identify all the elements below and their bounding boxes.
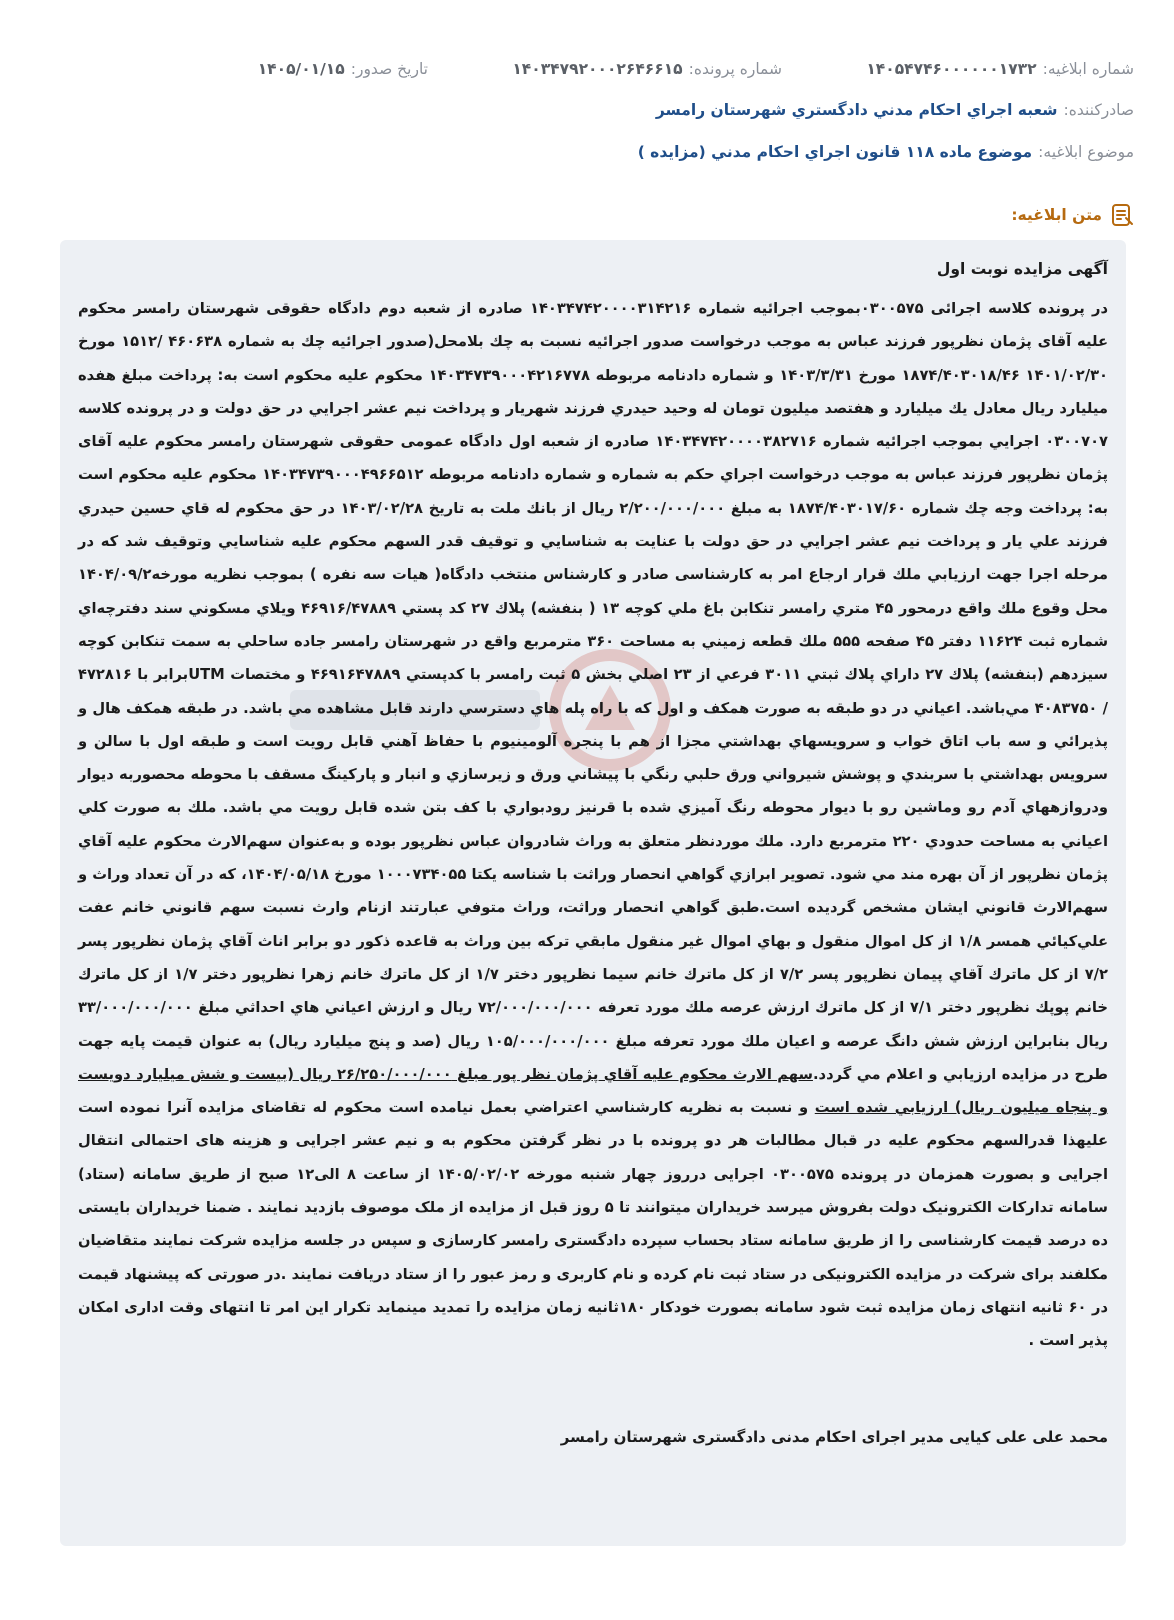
notice-content-box	[60, 240, 1126, 1546]
notice-paragraph	[78, 292, 1108, 1358]
notice-underlined-text: سهم الارث محكوم عليه آقاي پژمان نظر پور مبلغ ۲۶/۲۵۰/۰۰۰/۰۰۰ ريال (بيست و شش ميليارد دويست و پنجاه ميليون ريال) ارزيابي شده است	[78, 1065, 1108, 1117]
issuer-value: شعبه اجراي احكام مدني دادگستري شهرستان رامسر	[655, 101, 1058, 119]
meta-row-subject	[40, 137, 1134, 167]
notice-number-value: ۱۴۰۵۴۷۴۶۰۰۰۰۰۰۱۷۳۲	[866, 60, 1037, 78]
case-number-value: ۱۴۰۳۴۷۹۲۰۰۰۲۶۴۶۶۱۵	[512, 60, 683, 78]
notice-body-label: متن ابلاغیه:	[1011, 206, 1102, 224]
issue-date-field	[258, 54, 428, 84]
subject-label: موضوع ابلاغیه:	[1038, 143, 1134, 161]
notice-number-field	[866, 54, 1134, 84]
case-number-field	[512, 54, 782, 84]
issue-date-label: تاریخ صدور:	[350, 60, 428, 78]
subject-value: موضوع ماده ۱۱۸ قانون اجراي احكام مدني (مزايده )	[637, 143, 1033, 161]
issue-date-value: ۱۴۰۵/۰۱/۱۵	[257, 60, 345, 78]
notice-number-label: شماره ابلاغیه:	[1042, 60, 1134, 78]
meta-row-numbers	[40, 54, 1134, 84]
signature-line: محمد علی علی کیایی مدیر اجرای احکام مدنی دادگستری شهرستان رامسر	[560, 1428, 1108, 1446]
notice-heading: آگهی مزایده نوبت اول	[936, 260, 1108, 278]
notice-body-header	[1011, 199, 1134, 231]
issuer-label: صادرکننده:	[1063, 101, 1134, 119]
meta-row-issuer	[40, 95, 1134, 125]
notice-main-text: در پرونده کلاسه اجرائی ۰۳۰۰۵۷۵بموجب اجرائيه شماره ۱۴۰۳۴۷۴۲۰۰۰۰۳۱۴۲۱۶ صادره از شعبه دوم دادگاه حقوقی شهرستان رامسر محکوم علیه آقای پژمان نظرپور فرزند عباس به موجب درخواست صدور اجرائیه نسبت به چك بلامحل(صدور اجرائيه چك به شماره ۴۶۰۶۳۸ /۱۵۱۲ مورخ ۱۴۰۱/۰۲/۳۰ ۱۸۷۴/۴۰۳۰۱۸/۴۶ مورخ ۱۴۰۳/۳/۳۱ و شماره دادنامه مربوطه ۱۴۰۳۴۷۳۹۰۰۰۴۲۱۶۷۷۸ محکوم علیه محکوم است به: پرداخت مبلغ هفده ميليارد ريال معادل يك ميليارد و هفتصد ميليون تومان له وحيد حيدري فرزند شهريار و پرداخت نيم عشر اجرايي در حق دولت و در پرونده كلاسه ۰۳۰۰۷۰۷ اجرايي بموجب اجرائيه شماره ۱۴۰۳۴۷۴۲۰۰۰۰۳۸۲۷۱۶ صادره از شعبه اول دادگاه عمومی حقوقی شهرستان رامسر محکوم علیه آقای پژمان نظرپور فرزند عباس به موجب درخواست اجراي حكم به شماره و شماره دادنامه مربوطه ۱۴۰۳۴۷۳۹۰۰۰۴۹۶۶۵۱۲ محكوم عليه محكوم است به: پرداخت وجه چك شماره ۱۸۷۴/۴۰۳۰۱۷/۶۰ به مبلغ ۲/۲۰۰/۰۰۰/۰۰۰ ريال از بانك ملت به تاريخ ۱۴۰۳/۰۲/۲۸ در حق محكوم له قاي حسين حيدري فرزند علي يار و پرداخت نيم عشر اجرايي در حق دولت با عنايت به شناسايي و توقيف قدر السهم محكوم عليه شناسايي وتوقيف شد كه در مرحله اجرا جهت ارزيابي ملك قرار ارجاع امر به كارشناسی صادر و كارشناس منتخب دادگاه( هيات سه نفره ) بموجب نظريه مورخه۱۴۰۴/۰۹/۲ محل وقوع ملك واقع درمحور ۴۵ متري رامسر تنكابن باغ ملي كوچه ۱۳ ( بنفشه) پلاك ۲۷ كد پستي ۴۶۹۱۶/۴۷۸۸۹ ويلاي مسكوني سند دفترچه‌اي شماره ثبت ۱۱۶۲۴ دفتر ۴۵ صفحه ۵۵۵ ملك قطعه زميني به مساحت ۳۶۰ مترمربع واقع در شهرستان رامسر جاده ساحلي به سمت تنكابن كوچه سيزدهم (بنفشه) پلاك ۲۷ داراي پلاك ثبتي ۳۰۱۱ فرعي از ۲۳ اصلي بخش ۵ ثبت رامسر با كدپستي ۴۶۹۱۶۴۷۸۸۹ و مختصات UTMبرابر با ۴۷۲۸۱۶ / ۴۰۸۳۷۵۰ مي‌باشد. اعياني در دو طبقه به صورت همكف و اول كه با راه پله هاي دسترسي دارند قابل مشاهده مي باشد. در طبقه همكف هال و پذيرائي و سه باب اتاق خواب و سرويسهاي بهداشتي مجزا از هم با پنجره آلومينيوم با حفاظ آهني قابل رويت است و طبقه اول با سالن و سرويس بهداشتي با سربندي و پوشش شيرواني ورق حلبي رنگي با پيشاني ورق و زيرسازي و انبار و پاركينگ مسقف با محوطه محصوربه ديوار ودروازههاي آدم رو وماشين رو با ديوار محوطه رنگ آميزي شده با قرنيز رودبواري با كف بتن شده قابل رويت مي باشد. ملك به صورت كلي اعياني به مساحت حدودي ۲۲۰ مترمربع دارد. ملك موردنظر متعلق به وراث شادروان عباس نظرپور بوده و به‌عنوان سهم‌الارث محكوم عليه آقاي پژمان نظرپور از آن بهره مند مي شود. تصوير ابرازي گواهي انحصار وراثت با شناسه يكتا ۱۰۰۰۷۳۴۰۵۵ مورخ ۱۴۰۴/۰۵/۱۸، كه در آن تعداد وراث و سهم‌الارث قانوني ايشان مشخص گرديده است.طبق گواهي انحصار وراثت، وراث متوفي عبارتند ازنام وارث نسبت سهم قانوني خانم عفت علي‌كيائي همسر ۱/۸ از كل اموال منقول و بهاي اموال غير منقول مابقي تركه بين وراث به قاعده ذكور دو برابر اناث آقاي پژمان نظرپور پسر ۷/۲ از كل ماترك آقاي پيمان نظرپور پسر ۷/۲ از كل ماترك خانم سيما نظرپور دختر ۱/۷ از كل ماترك خانم زهرا نظرپور دختر ۱/۷ از كل ماترك خانم پوپك نظرپور دختر ۷/۱ از كل ماترك ارزش عرصه ملك مورد تعرفه ۷۲/۰۰۰/۰۰۰/۰۰۰ ريال و ارزش اعياني هاي احداثي مبلغ ۳۳/۰۰۰/۰۰۰/۰۰۰ ريال بنابراين ارزش شش دانگ عرصه و اعيان ملك مورد تعرفه مبلغ ۱۰۵/۰۰۰/۰۰۰/۰۰۰ ريال (صد و پنج ميليارد ريال) به عنوان قيمت پايه جهت طرح در مزايده ارزيابي و اعلام مي گردد.	[78, 300, 1109, 1083]
notice-tail-text: و نسبت به نظريه كارشناسي اعتراضي بعمل نيامده است محکوم له تقاضای مزایده آنرا نموده است علیهذا قدرالسهم محکوم علیه در قبال مطالبات هر دو پرونده با در نظر گرفتن محکوم به و نیم عشر اجرایی و هزینه های احتمالی انتقال اجرایی و بصورت همزمان در پرونده ۰۳۰۰۵۷۵ اجرایی درروز چهار شنبه مورخه ۱۴۰۵/۰۲/۰۲ از ساعت ۸ الی۱۲ صبح از طریق سامانه (ستاد) سامانه تدارکات الکترونیک دولت بفروش میرسد خریداران میتوانند تا ۵ روز قبل از مزایده از ملک موصوف بازدید نمایند . ضمنا خریداران بایستی ده درصد قیمت کارشناسی را از طریق سامانه ستاد بحساب سپرده دادگستری رامسر کارسازی و سپس در جلسه مزایده شرکت نمایند متقاضیان مکلفند برای شرکت در مزایده الکترونیکی در ستاد ثبت نام کرده و نام کاربری و رمز عبور را از ستاد دریافت نمایند .در صورتی که پیشنهاد قیمت در ۶۰ ثانیه انتهای زمان مزایده ثبت شود سامانه بصورت خودکار ۱۸۰ثانیه زمان مزایده را تمدید مینماید تکرار این امر تا انتهای وقت اداری امکان پذیر است .	[78, 1099, 1109, 1350]
document-icon	[1110, 202, 1134, 228]
notice-text	[78, 254, 1108, 1358]
case-number-label: شماره پرونده:	[688, 60, 782, 78]
